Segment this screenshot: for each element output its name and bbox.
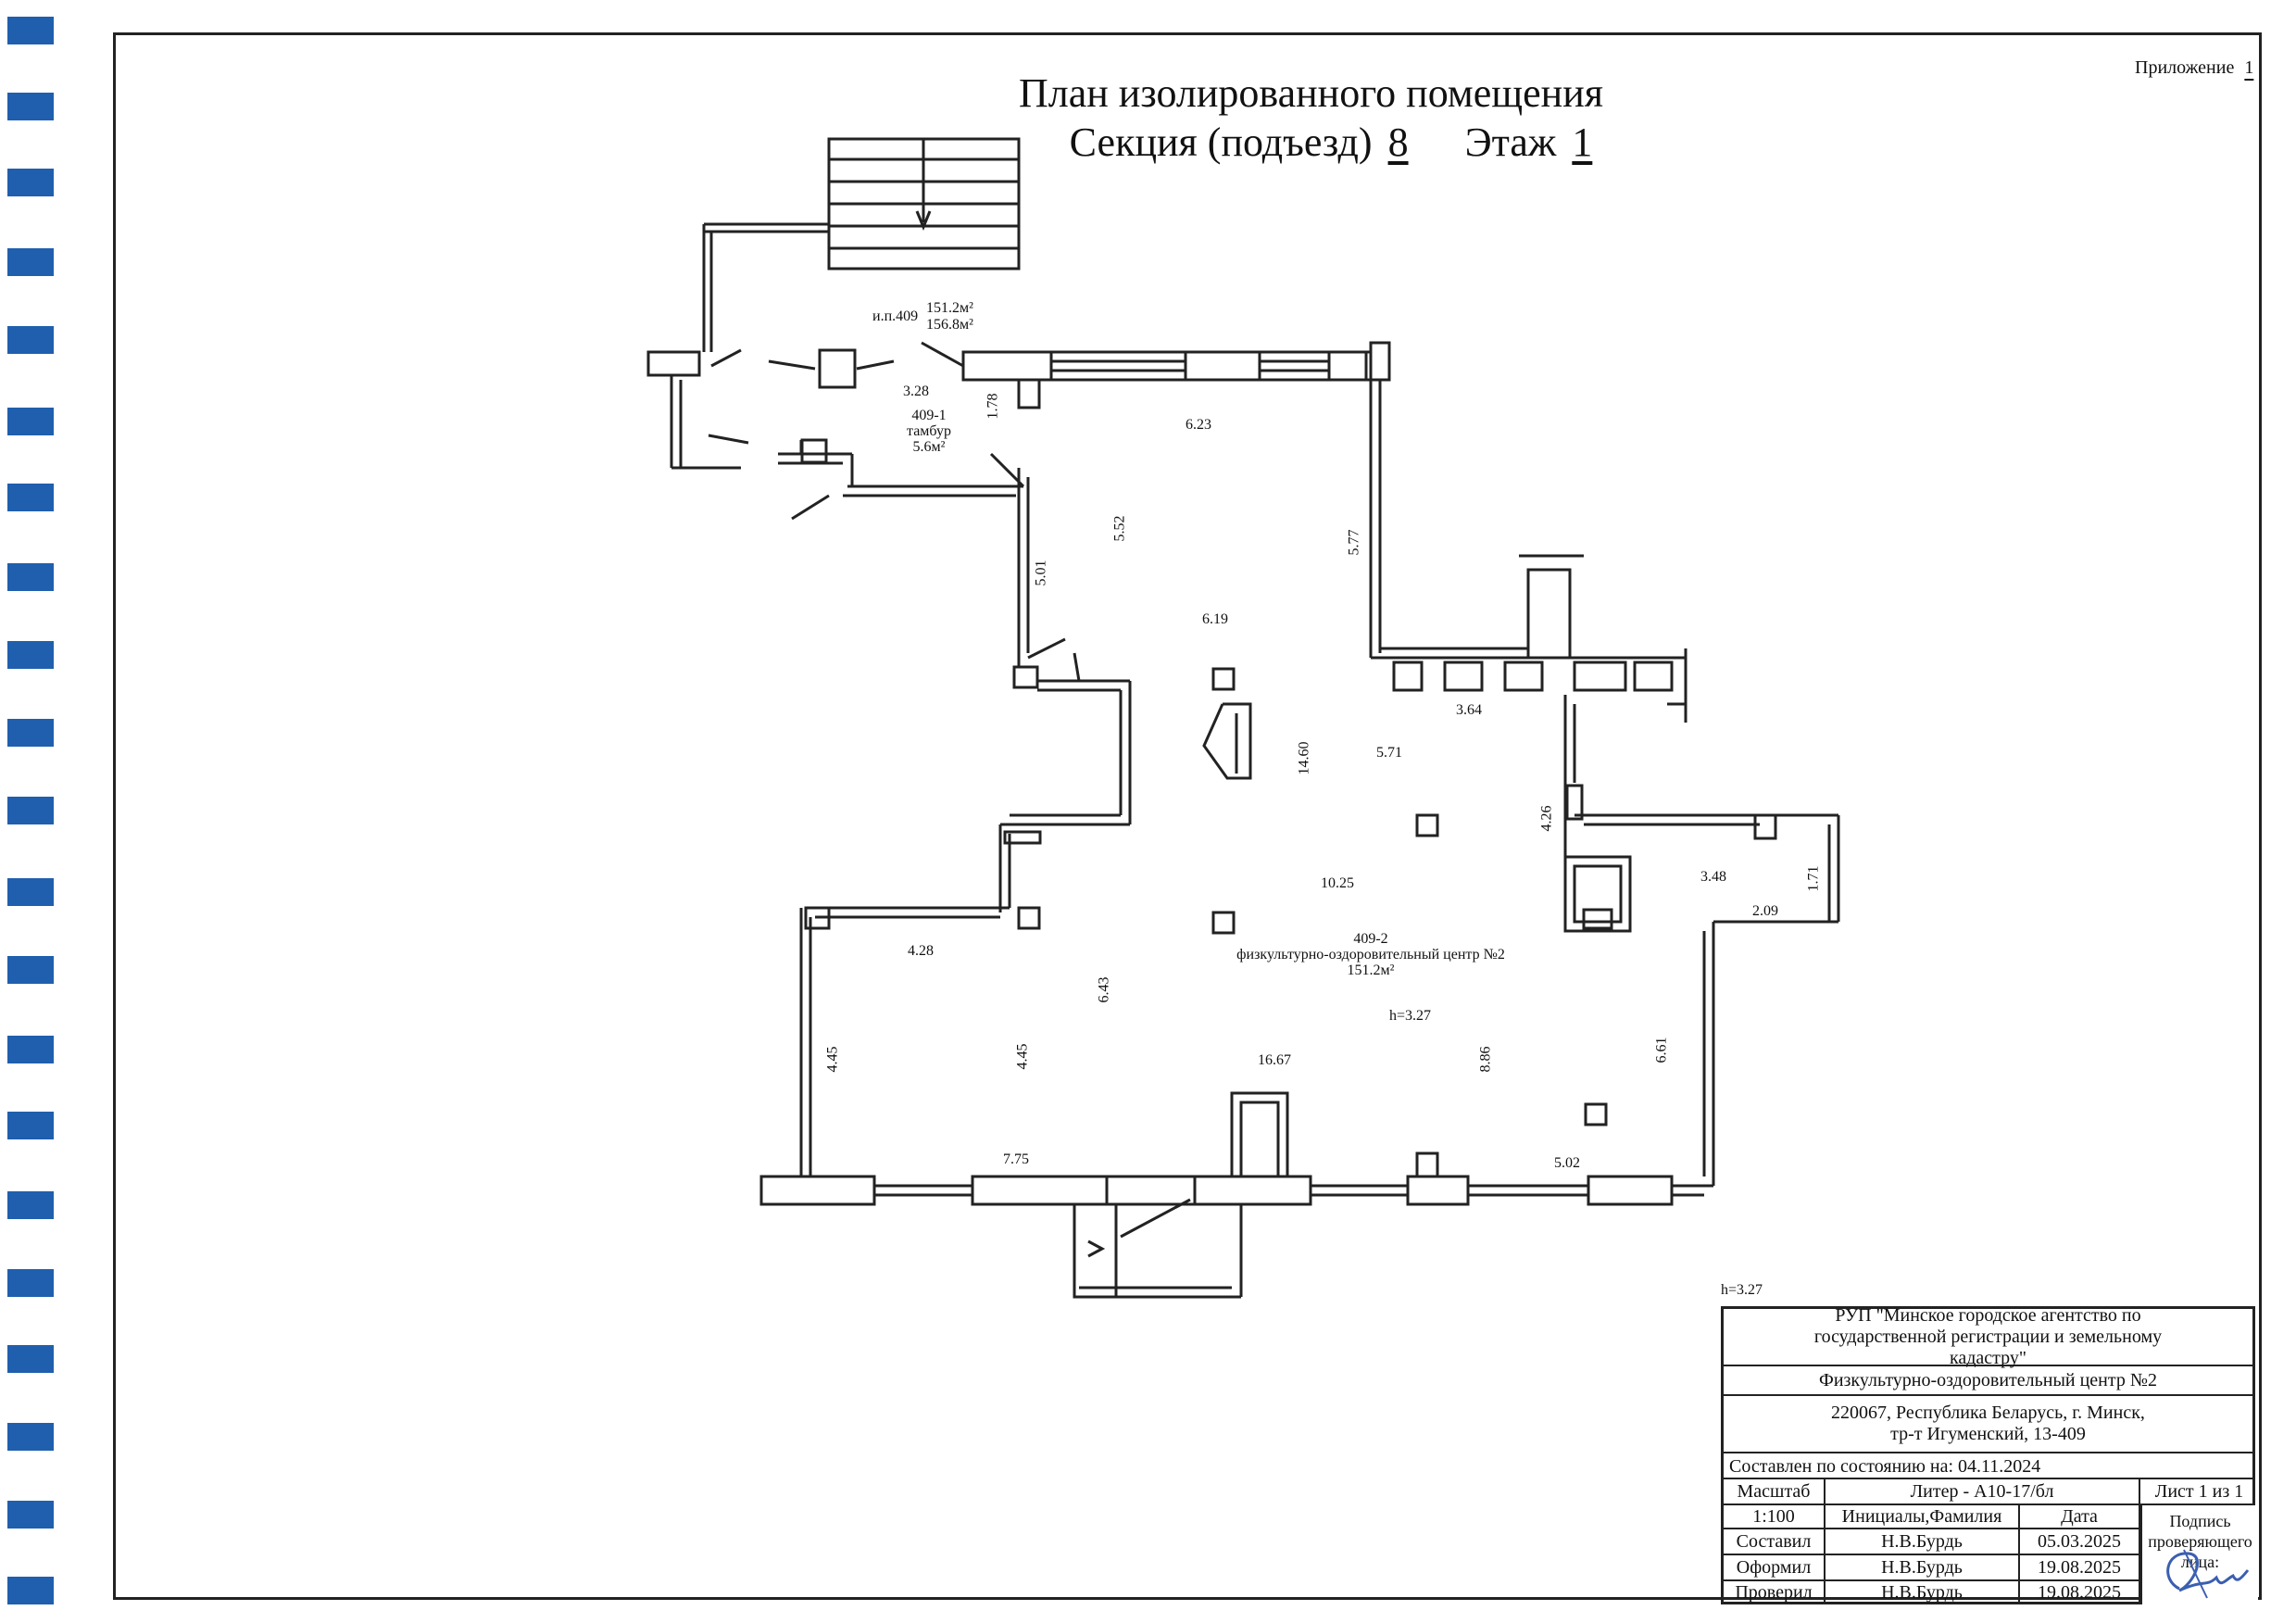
stamp-signature-cell xyxy=(2140,1505,2258,1604)
stamp-liter: Литер - А10-17/бл xyxy=(1826,1479,2140,1503)
stamp-address-row xyxy=(1724,1396,2252,1453)
dim-label: 4.45 xyxy=(1014,1043,1031,1070)
plan-title: План изолированного помещения xyxy=(1019,70,1603,116)
room-main-height: h=3.27 xyxy=(1389,1008,1432,1024)
stamp-scale-row xyxy=(1724,1479,2252,1505)
stamp-col-date: Дата xyxy=(2020,1505,2140,1528)
section-value: 8 xyxy=(1387,120,1409,165)
dim-label: 3.64 xyxy=(1456,702,1482,718)
height-note: h=3.27 xyxy=(1721,1282,1763,1298)
stamp-sheet: Лист 1 из 1 xyxy=(2154,1480,2244,1502)
stamp-name: Н.В.Бурдь xyxy=(1826,1555,2020,1579)
dim-label: 6.23 xyxy=(1186,417,1211,433)
appendix-text: Приложение xyxy=(2135,57,2235,78)
dim-label: 2.09 xyxy=(1752,903,1778,919)
dim-label: 8.86 xyxy=(1477,1046,1494,1073)
room-main-name: физкультурно-оздоровительный центр №2 xyxy=(1236,947,1505,962)
stamp-scale-label: Масштаб xyxy=(1724,1479,1826,1503)
stamp-name: Н.В.Бурдь xyxy=(1826,1529,2020,1554)
stamp-role: Оформил xyxy=(1724,1555,1826,1579)
floor-value: 1 xyxy=(1572,120,1593,165)
appendix-number: 1 xyxy=(2244,57,2254,78)
stamp-col-sign: Подпись проверяющего лица: xyxy=(2148,1512,2252,1571)
stamp-scale-value: 1:100 xyxy=(1724,1505,1826,1528)
unit-code: и.п.409 xyxy=(872,308,919,324)
stamp-object: Физкультурно-оздоровительный центр №2 xyxy=(1819,1369,2157,1390)
dim-label: 16.67 xyxy=(1258,1052,1291,1068)
stamp-org: РУП "Минское городское агентство по государственной регистрации и земельному кадастру" xyxy=(1813,1304,2163,1368)
stamp-object-row xyxy=(1724,1366,2252,1396)
dim-label: 1.71 xyxy=(1805,865,1822,892)
floor-label: Этаж xyxy=(1464,120,1557,165)
stamp-compiled-state: Составлен по состоянию на: 04.11.2024 xyxy=(1729,1456,2041,1477)
dim-label: 5.01 xyxy=(1033,560,1049,586)
stamp-role: Проверил xyxy=(1724,1581,1826,1604)
stamp-date: 19.08.2025 xyxy=(2020,1555,2140,1579)
signature-mark xyxy=(2152,1542,2253,1602)
dim-label: 7.75 xyxy=(1003,1151,1029,1167)
unit-area-total: 156.8м² xyxy=(926,317,973,333)
room-main-label xyxy=(1232,931,1510,978)
stamp-date: 19.08.2025 xyxy=(2020,1581,2140,1604)
dim-label: 10.25 xyxy=(1321,875,1354,891)
appendix-label xyxy=(2135,57,2259,79)
stamp-address xyxy=(1724,1396,2252,1452)
dim-label: 4.26 xyxy=(1538,805,1555,832)
section-label: Секция (подъезд) xyxy=(1069,120,1373,165)
stamp-name: Н.В.Бурдь xyxy=(1826,1581,2020,1604)
stamp-address-line1: 220067, Республика Беларусь, г. Минск, xyxy=(1831,1403,2145,1423)
dim-label: 5.77 xyxy=(1346,529,1362,556)
dim-label: 4.45 xyxy=(824,1046,841,1073)
dim-label: 5.52 xyxy=(1111,515,1128,542)
unit-area-main: 151.2м² xyxy=(926,300,973,316)
room-vestibule-label xyxy=(897,408,961,455)
room-vestibule-id: 409-1 xyxy=(911,408,947,423)
stamp-state-row xyxy=(1724,1453,2252,1479)
stamp-org-row xyxy=(1724,1304,2252,1368)
dim-label: 1.78 xyxy=(985,393,1001,420)
dim-label: 5.02 xyxy=(1554,1155,1580,1171)
stamp-date: 05.03.2025 xyxy=(2020,1529,2140,1554)
room-main-area: 151.2м² xyxy=(1347,962,1395,978)
dim-label: 4.28 xyxy=(908,943,934,959)
room-main-id: 409-2 xyxy=(1353,931,1388,947)
section-floor-line xyxy=(1037,119,1630,166)
dim-label: 5.71 xyxy=(1376,745,1402,761)
stamp-col-name: Инициалы,Фамилия xyxy=(1826,1505,2020,1528)
dim-label: 3.48 xyxy=(1700,869,1726,885)
dim-label: 6.43 xyxy=(1096,976,1112,1003)
dim-label: 6.19 xyxy=(1202,611,1228,627)
dim-label: 14.60 xyxy=(1296,741,1312,775)
title-block xyxy=(1721,1306,2255,1604)
dim-label: 6.61 xyxy=(1653,1037,1670,1063)
stamp-role: Составил xyxy=(1724,1529,1826,1554)
dim-label: 3.28 xyxy=(903,384,929,399)
room-vestibule-name: тамбур xyxy=(907,423,951,439)
stamp-address-line2: тр-т Игуменский, 13-409 xyxy=(1890,1424,2086,1444)
room-vestibule-area: 5.6м² xyxy=(912,439,946,455)
